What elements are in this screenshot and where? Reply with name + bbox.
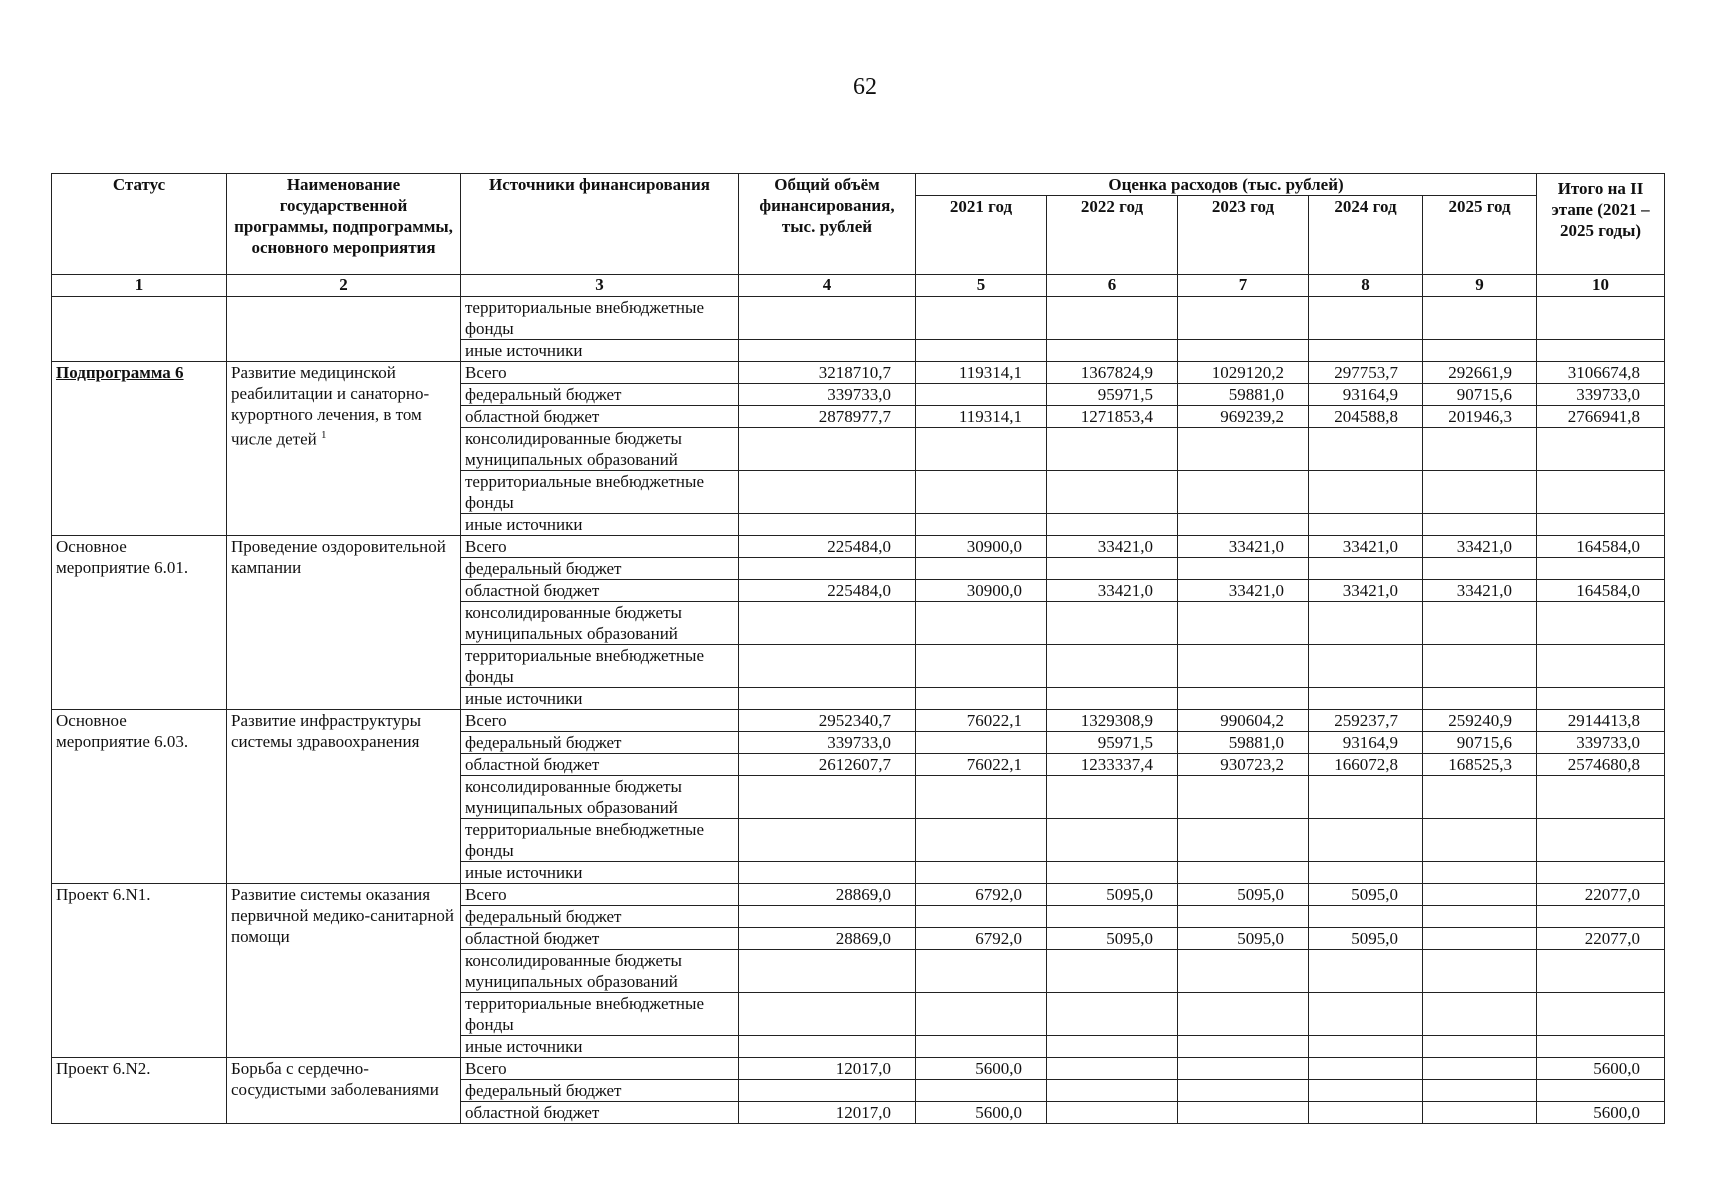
value-cell <box>1423 1058 1537 1080</box>
value-cell <box>1178 950 1309 993</box>
name-cell <box>227 536 461 710</box>
value-cell <box>1178 514 1309 536</box>
value-cell: 339733,0 <box>739 732 916 754</box>
source-cell: областной бюджет <box>461 406 739 428</box>
value-cell <box>739 819 916 862</box>
source-cell: территориальные внебюджетные фонды <box>461 471 739 514</box>
value-cell <box>1309 602 1423 645</box>
value-cell <box>1178 906 1309 928</box>
source-cell: федеральный бюджет <box>461 1080 739 1102</box>
source-cell: областной бюджет <box>461 580 739 602</box>
value-cell <box>1178 1036 1309 1058</box>
value-cell <box>916 819 1047 862</box>
value-cell <box>916 558 1047 580</box>
value-cell: 90715,6 <box>1423 384 1537 406</box>
value-cell <box>1047 1102 1178 1124</box>
value-cell <box>1537 776 1665 819</box>
value-cell <box>1178 645 1309 688</box>
value-cell <box>1047 558 1178 580</box>
value-cell: 30900,0 <box>916 580 1047 602</box>
header-year-2024: 2024 год <box>1309 196 1423 275</box>
source-cell: консолидированные бюджеты муниципальных образований <box>461 428 739 471</box>
value-cell: 2914413,8 <box>1537 710 1665 732</box>
value-cell <box>916 993 1047 1036</box>
value-cell <box>1423 558 1537 580</box>
header-sources: Источники финансирования <box>461 174 739 275</box>
value-cell <box>739 645 916 688</box>
value-cell <box>739 471 916 514</box>
value-cell <box>1309 558 1423 580</box>
value-cell <box>1537 471 1665 514</box>
source-cell: областной бюджет <box>461 1102 739 1124</box>
value-cell <box>1309 776 1423 819</box>
value-cell <box>1423 906 1537 928</box>
source-cell: областной бюджет <box>461 928 739 950</box>
value-cell: 5095,0 <box>1047 928 1178 950</box>
source-cell: иные источники <box>461 340 739 362</box>
column-number: 5 <box>916 275 1047 297</box>
value-cell <box>739 1080 916 1102</box>
status-cell <box>52 362 227 536</box>
value-cell <box>1047 602 1178 645</box>
value-cell <box>1423 928 1537 950</box>
header-year-2022: 2022 год <box>1047 196 1178 275</box>
value-cell <box>1047 950 1178 993</box>
value-cell <box>1423 514 1537 536</box>
value-cell: 95971,5 <box>1047 384 1178 406</box>
value-cell <box>1423 950 1537 993</box>
value-cell <box>1423 993 1537 1036</box>
value-cell: 297753,7 <box>1309 362 1423 384</box>
table-row <box>52 536 1665 558</box>
value-cell <box>739 688 916 710</box>
value-cell: 2612607,7 <box>739 754 916 776</box>
value-cell <box>1423 819 1537 862</box>
value-cell <box>916 1036 1047 1058</box>
value-cell <box>1309 950 1423 993</box>
table-row <box>52 884 1665 906</box>
header-year-2023: 2023 год <box>1178 196 1309 275</box>
value-cell <box>1178 602 1309 645</box>
status-cell <box>52 710 227 884</box>
value-cell <box>916 950 1047 993</box>
value-cell <box>916 732 1047 754</box>
source-cell: областной бюджет <box>461 754 739 776</box>
value-cell <box>916 645 1047 688</box>
value-cell <box>1309 862 1423 884</box>
value-cell: 119314,1 <box>916 362 1047 384</box>
value-cell: 5095,0 <box>1309 928 1423 950</box>
source-cell: Всего <box>461 362 739 384</box>
value-cell <box>739 950 916 993</box>
value-cell: 2952340,7 <box>739 710 916 732</box>
value-cell <box>1047 1080 1178 1102</box>
value-cell: 339733,0 <box>1537 384 1665 406</box>
value-cell <box>1178 1058 1309 1080</box>
value-cell: 5600,0 <box>916 1058 1047 1080</box>
value-cell: 168525,3 <box>1423 754 1537 776</box>
value-cell: 2878977,7 <box>739 406 916 428</box>
value-cell <box>1178 819 1309 862</box>
value-cell <box>916 471 1047 514</box>
value-cell <box>1047 340 1178 362</box>
value-cell <box>1047 776 1178 819</box>
table-row <box>52 710 1665 732</box>
column-number: 2 <box>227 275 461 297</box>
source-cell: иные источники <box>461 862 739 884</box>
value-cell: 164584,0 <box>1537 536 1665 558</box>
value-cell <box>1309 906 1423 928</box>
status-label: Основное мероприятие 6.01. <box>56 537 189 577</box>
value-cell <box>916 514 1047 536</box>
value-cell: 2574680,8 <box>1537 754 1665 776</box>
value-cell: 5600,0 <box>1537 1102 1665 1124</box>
value-cell <box>1178 1102 1309 1124</box>
value-cell: 339733,0 <box>739 384 916 406</box>
value-cell <box>739 514 916 536</box>
value-cell <box>1537 1036 1665 1058</box>
value-cell: 28869,0 <box>739 928 916 950</box>
value-cell: 93164,9 <box>1309 732 1423 754</box>
source-cell: иные источники <box>461 688 739 710</box>
value-cell <box>916 862 1047 884</box>
source-cell: федеральный бюджет <box>461 906 739 928</box>
value-cell <box>916 1080 1047 1102</box>
status-cell <box>52 536 227 710</box>
value-cell: 28869,0 <box>739 884 916 906</box>
value-cell: 3218710,7 <box>739 362 916 384</box>
value-cell <box>1309 819 1423 862</box>
value-cell <box>1537 602 1665 645</box>
value-cell: 33421,0 <box>1309 580 1423 602</box>
value-cell <box>1537 862 1665 884</box>
value-cell: 259240,9 <box>1423 710 1537 732</box>
value-cell <box>1423 1036 1537 1058</box>
value-cell: 259237,7 <box>1309 710 1423 732</box>
value-cell: 93164,9 <box>1309 384 1423 406</box>
page-number: 62 <box>853 74 877 100</box>
value-cell: 225484,0 <box>739 536 916 558</box>
value-cell <box>1423 297 1537 340</box>
value-cell: 1029120,2 <box>1178 362 1309 384</box>
value-cell <box>1309 1080 1423 1102</box>
value-cell: 990604,2 <box>1178 710 1309 732</box>
value-cell <box>739 993 916 1036</box>
value-cell <box>1309 645 1423 688</box>
value-cell <box>1423 776 1537 819</box>
value-cell <box>1047 1058 1178 1080</box>
value-cell <box>916 602 1047 645</box>
table-row <box>52 1058 1665 1080</box>
value-cell: 76022,1 <box>916 754 1047 776</box>
source-cell: иные источники <box>461 514 739 536</box>
value-cell <box>739 558 916 580</box>
value-cell: 5600,0 <box>916 1102 1047 1124</box>
value-cell: 33421,0 <box>1047 580 1178 602</box>
value-cell <box>1047 993 1178 1036</box>
source-cell: консолидированные бюджеты муниципальных образований <box>461 950 739 993</box>
value-cell: 969239,2 <box>1178 406 1309 428</box>
value-cell <box>1537 950 1665 993</box>
value-cell <box>1423 1080 1537 1102</box>
value-cell <box>1178 558 1309 580</box>
value-cell: 225484,0 <box>739 580 916 602</box>
value-cell: 59881,0 <box>1178 384 1309 406</box>
source-cell: федеральный бюджет <box>461 732 739 754</box>
value-cell <box>916 688 1047 710</box>
value-cell: 22077,0 <box>1537 928 1665 950</box>
value-cell <box>1309 514 1423 536</box>
column-number: 10 <box>1537 275 1665 297</box>
value-cell <box>916 384 1047 406</box>
value-cell <box>739 602 916 645</box>
value-cell: 33421,0 <box>1178 580 1309 602</box>
value-cell <box>1423 602 1537 645</box>
header-year-2021: 2021 год <box>916 196 1047 275</box>
name-cell <box>227 710 461 884</box>
source-cell: федеральный бюджет <box>461 558 739 580</box>
value-cell <box>739 340 916 362</box>
value-cell: 5095,0 <box>1178 884 1309 906</box>
value-cell: 12017,0 <box>739 1102 916 1124</box>
value-cell <box>1047 428 1178 471</box>
value-cell: 30900,0 <box>916 536 1047 558</box>
source-cell: консолидированные бюджеты муниципальных образований <box>461 776 739 819</box>
header-total: Общий объём финансирования, тыс. рублей <box>739 174 916 275</box>
value-cell <box>739 428 916 471</box>
header-year-2025: 2025 год <box>1423 196 1537 275</box>
footnote-mark: 1 <box>321 429 327 441</box>
value-cell <box>1309 297 1423 340</box>
value-cell: 33421,0 <box>1423 580 1537 602</box>
source-cell: федеральный бюджет <box>461 384 739 406</box>
value-cell <box>1178 688 1309 710</box>
value-cell <box>1537 993 1665 1036</box>
value-cell: 1367824,9 <box>1047 362 1178 384</box>
status-label: Подпрограмма 6 <box>56 363 184 382</box>
value-cell <box>1537 297 1665 340</box>
name-cell <box>227 1058 461 1124</box>
value-cell <box>1537 688 1665 710</box>
value-cell: 6792,0 <box>916 884 1047 906</box>
value-cell <box>916 297 1047 340</box>
source-cell: Всего <box>461 1058 739 1080</box>
column-number: 4 <box>739 275 916 297</box>
value-cell <box>1423 645 1537 688</box>
header-status: Статус <box>52 174 227 275</box>
value-cell: 2766941,8 <box>1537 406 1665 428</box>
value-cell: 33421,0 <box>1047 536 1178 558</box>
value-cell: 930723,2 <box>1178 754 1309 776</box>
name-cell <box>227 297 461 362</box>
value-cell <box>1178 776 1309 819</box>
value-cell <box>1047 514 1178 536</box>
value-cell <box>1047 1036 1178 1058</box>
value-cell <box>1047 688 1178 710</box>
value-cell: 33421,0 <box>1309 536 1423 558</box>
value-cell <box>739 297 916 340</box>
table-header <box>52 174 1665 297</box>
measure-name: Проведение оздоровительной кампании <box>231 537 446 577</box>
value-cell: 1329308,9 <box>1047 710 1178 732</box>
value-cell <box>1423 862 1537 884</box>
value-cell: 1233337,4 <box>1047 754 1178 776</box>
value-cell <box>1537 819 1665 862</box>
value-cell <box>1178 428 1309 471</box>
status-label: Основное мероприятие 6.03. <box>56 711 189 751</box>
source-cell: иные источники <box>461 1036 739 1058</box>
value-cell <box>1423 428 1537 471</box>
value-cell <box>739 776 916 819</box>
value-cell <box>739 862 916 884</box>
value-cell <box>1047 906 1178 928</box>
value-cell <box>1309 1058 1423 1080</box>
value-cell: 6792,0 <box>916 928 1047 950</box>
value-cell <box>916 776 1047 819</box>
value-cell <box>1047 297 1178 340</box>
status-cell <box>52 297 227 362</box>
source-cell: Всего <box>461 710 739 732</box>
source-cell: Всего <box>461 536 739 558</box>
value-cell <box>1537 428 1665 471</box>
value-cell <box>1423 884 1537 906</box>
value-cell: 339733,0 <box>1537 732 1665 754</box>
value-cell: 5095,0 <box>1047 884 1178 906</box>
measure-name: Борьба с сердечно-сосудистыми заболеваниями <box>231 1059 439 1099</box>
value-cell <box>1537 645 1665 688</box>
value-cell <box>1309 428 1423 471</box>
value-cell <box>1178 1080 1309 1102</box>
source-cell: территориальные внебюджетные фонды <box>461 297 739 340</box>
value-cell: 204588,8 <box>1309 406 1423 428</box>
value-cell <box>1537 558 1665 580</box>
value-cell <box>739 1036 916 1058</box>
value-cell: 12017,0 <box>739 1058 916 1080</box>
value-cell <box>1178 340 1309 362</box>
value-cell <box>739 906 916 928</box>
value-cell: 119314,1 <box>916 406 1047 428</box>
source-cell: консолидированные бюджеты муниципальных образований <box>461 602 739 645</box>
value-cell: 164584,0 <box>1537 580 1665 602</box>
column-number: 6 <box>1047 275 1178 297</box>
value-cell <box>1309 688 1423 710</box>
value-cell <box>1423 688 1537 710</box>
value-cell <box>1423 340 1537 362</box>
value-cell: 1271853,4 <box>1047 406 1178 428</box>
header-stage-total: Итого на II этапе (2021 – 2025 годы) <box>1537 174 1665 275</box>
value-cell: 3106674,8 <box>1537 362 1665 384</box>
value-cell <box>1309 471 1423 514</box>
value-cell <box>1047 819 1178 862</box>
value-cell <box>1423 1102 1537 1124</box>
header-name: Наименование государственной программы, подпрограммы, основного мероприятия <box>227 174 461 275</box>
status-label: Проект 6.N1. <box>56 885 151 904</box>
column-number: 1 <box>52 275 227 297</box>
value-cell <box>1537 340 1665 362</box>
status-cell <box>52 884 227 1058</box>
value-cell <box>1537 1080 1665 1102</box>
name-cell <box>227 362 461 536</box>
value-cell <box>916 428 1047 471</box>
value-cell: 5600,0 <box>1537 1058 1665 1080</box>
value-cell <box>1178 862 1309 884</box>
value-cell: 95971,5 <box>1047 732 1178 754</box>
value-cell <box>1537 514 1665 536</box>
value-cell <box>1309 1102 1423 1124</box>
value-cell <box>1537 906 1665 928</box>
value-cell: 166072,8 <box>1309 754 1423 776</box>
value-cell <box>916 906 1047 928</box>
value-cell: 22077,0 <box>1537 884 1665 906</box>
column-number: 7 <box>1178 275 1309 297</box>
source-cell: территориальные внебюджетные фонды <box>461 819 739 862</box>
measure-name: Развитие инфраструктуры системы здравоохранения <box>231 711 422 751</box>
name-cell <box>227 884 461 1058</box>
value-cell <box>1178 471 1309 514</box>
column-number: 3 <box>461 275 739 297</box>
value-cell: 5095,0 <box>1309 884 1423 906</box>
value-cell <box>916 340 1047 362</box>
status-cell <box>52 1058 227 1124</box>
value-cell <box>1309 993 1423 1036</box>
source-cell: территориальные внебюджетные фонды <box>461 993 739 1036</box>
table-row <box>52 297 1665 340</box>
value-cell: 201946,3 <box>1423 406 1537 428</box>
source-cell: Всего <box>461 884 739 906</box>
value-cell: 5095,0 <box>1178 928 1309 950</box>
value-cell <box>1309 340 1423 362</box>
value-cell <box>1047 645 1178 688</box>
column-number: 8 <box>1309 275 1423 297</box>
measure-name: Развитие медицинской реабилитации и санаторно-курортного лечения, в том числе детей <box>231 363 430 449</box>
value-cell: 33421,0 <box>1178 536 1309 558</box>
status-label: Проект 6.N2. <box>56 1059 151 1078</box>
table-body <box>52 297 1665 1124</box>
column-number-row <box>52 275 1665 297</box>
value-cell <box>1047 862 1178 884</box>
value-cell: 90715,6 <box>1423 732 1537 754</box>
value-cell <box>1178 297 1309 340</box>
value-cell <box>1423 471 1537 514</box>
value-cell: 59881,0 <box>1178 732 1309 754</box>
column-number: 9 <box>1423 275 1537 297</box>
value-cell <box>1309 1036 1423 1058</box>
measure-name: Развитие системы оказания первичной медико-санитарной помощи <box>231 885 455 946</box>
table-row <box>52 362 1665 384</box>
value-cell <box>1178 993 1309 1036</box>
source-cell: территориальные внебюджетные фонды <box>461 645 739 688</box>
value-cell: 76022,1 <box>916 710 1047 732</box>
value-cell: 292661,9 <box>1423 362 1537 384</box>
value-cell: 33421,0 <box>1423 536 1537 558</box>
header-estimate: Оценка расходов (тыс. рублей) <box>916 174 1537 196</box>
value-cell <box>1047 471 1178 514</box>
financing-table <box>51 173 1665 1124</box>
